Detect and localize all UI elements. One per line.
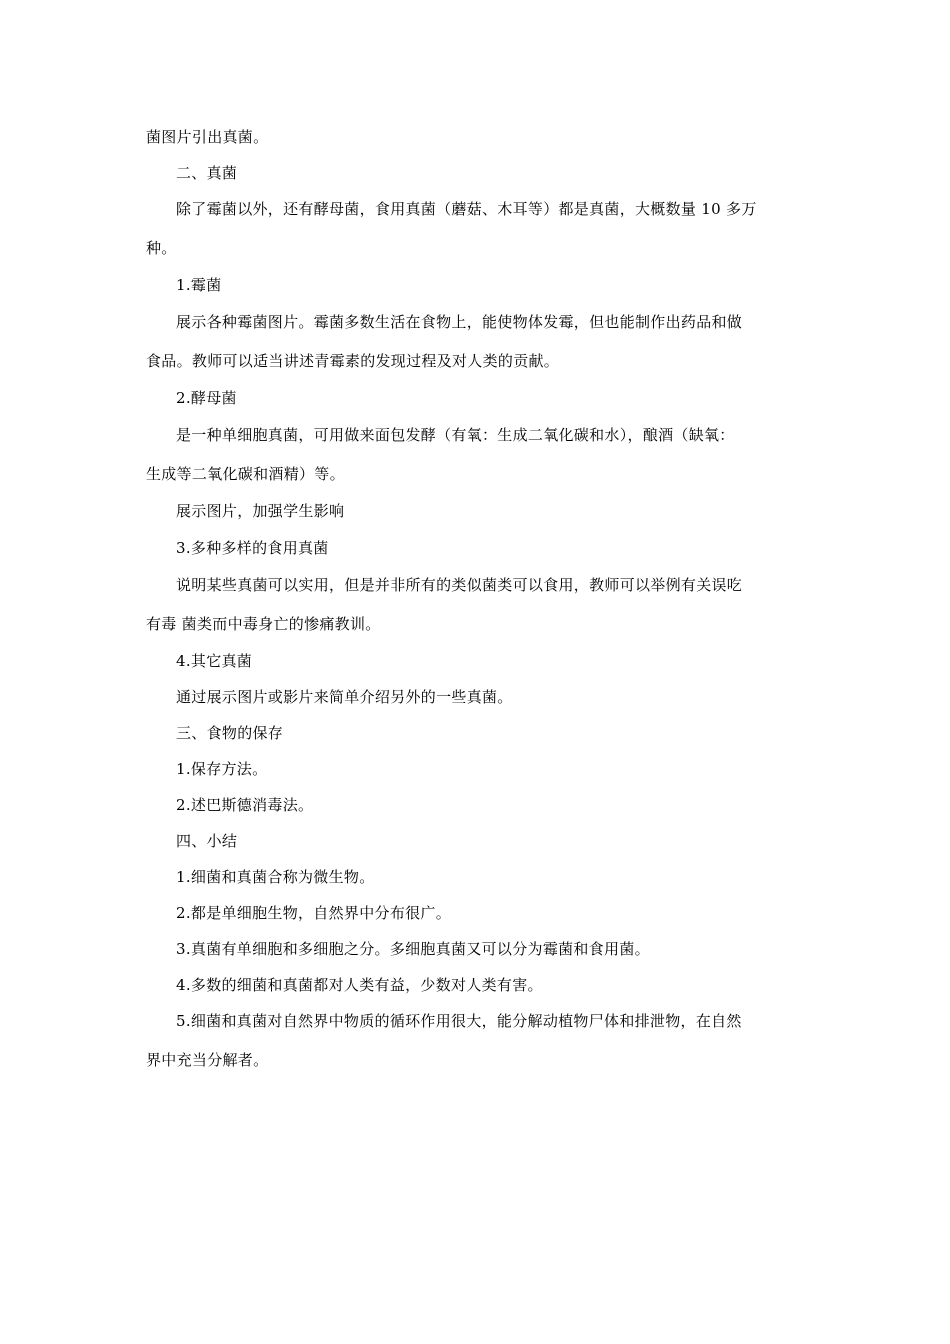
list-item: 4.多数的细菌和真菌都对人类有益，少数对人类有害。	[176, 976, 543, 994]
text-line: 菌图片引出真菌。	[146, 128, 269, 146]
paragraph-line: 是一种单细胞真菌，可用做来面包发酵（有氧：生成二氧化碳和水），酿酒（缺氧：	[176, 426, 735, 444]
list-item: 2.都是单细胞生物，自然界中分布很广。	[176, 904, 452, 922]
subsection-heading: 4.其它真菌	[176, 652, 253, 670]
list-item: 5.细菌和真菌对自然界中物质的循环作用很大，能分解动植物尸体和排泄物，在自然	[176, 1012, 742, 1030]
list-item: 2.述巴斯德消毒法。	[176, 796, 314, 814]
paragraph-line: 说明某些真菌可以实用，但是并非所有的类似菌类可以食用，教师可以举例有关误吃	[176, 576, 743, 594]
paragraph-line: 种。	[146, 239, 177, 257]
section-heading: 三、食物的保存	[176, 724, 284, 742]
list-item: 1.保存方法。	[176, 760, 268, 778]
section-heading: 四、小结	[176, 832, 238, 850]
paragraph-line: 展示各种霉菌图片。霉菌多数生活在食物上，能使物体发霉，但也能制作出药品和做	[176, 313, 743, 331]
paragraph-line: 生成等二氧化碳和酒精）等。	[146, 465, 345, 483]
paragraph-line: 有毒 菌类而中毒身亡的惨痛教训。	[146, 615, 381, 633]
paragraph-line: 通过展示图片或影片来简单介绍另外的一些真菌。	[176, 688, 513, 706]
list-item: 3.真菌有单细胞和多细胞之分。多细胞真菌又可以分为霉菌和食用菌。	[176, 940, 650, 958]
subsection-heading: 2.酵母菌	[176, 389, 237, 407]
subsection-heading: 1.霉菌	[176, 276, 222, 294]
paragraph-line: 除了霉菌以外，还有酵母菌，食用真菌（蘑菇、木耳等）都是真菌，大概数量 10 多万	[176, 200, 757, 218]
list-item: 1.细菌和真菌合称为微生物。	[176, 868, 375, 886]
paragraph-line: 展示图片，加强学生影响	[176, 502, 345, 520]
list-item: 界中充当分解者。	[146, 1051, 269, 1069]
subsection-heading: 3.多种多样的食用真菌	[176, 539, 329, 557]
paragraph-line: 食品。教师可以适当讲述青霉素的发现过程及对人类的贡献。	[146, 352, 560, 370]
section-heading: 二、真菌	[176, 164, 238, 182]
